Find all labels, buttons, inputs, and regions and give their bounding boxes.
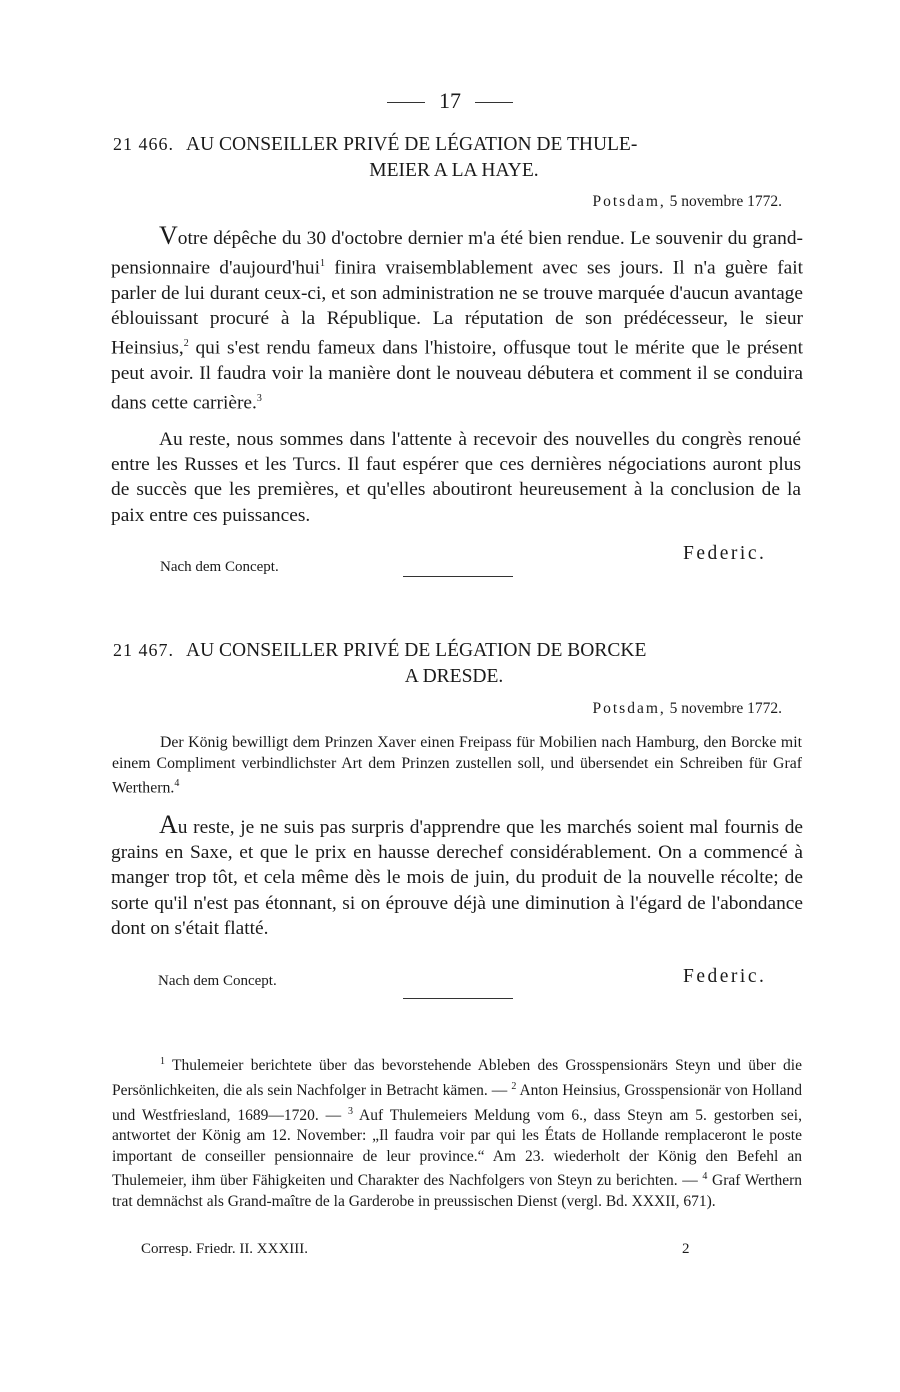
letter2-paragraph-1 <box>111 810 803 941</box>
footnote-ref-2: 2 <box>183 338 189 350</box>
footnote-text-1: Thulemeier berichtete über das bevorstehende Ableben des Grosspensionärs Steyn und über die Persönlichkeiten, die als sein Nachfolger in Betracht kämen. — <box>112 1057 802 1099</box>
letter1-title-line1: AU CONSEILLER PRIVÉ DE LÉGATION DE THULE- <box>186 134 638 155</box>
letter1-signature: Federic. <box>683 543 767 564</box>
letter1-source: Nach dem Concept. <box>160 559 279 575</box>
letter1-paragraph-1 <box>111 221 803 416</box>
letter1-p2-text: Au reste, nous sommes dans l'attente à recevoir des nouvelles du congrès renoué entre les Russes et les Turcs. Il faut espérer que ces dernières négociations auront plus de succès que les premières, et qu'elles aboutiront heureusement à la conclusion de la paix entre ces puissances. <box>111 429 801 526</box>
letter2-place: Potsdam, <box>592 700 666 717</box>
letter2-heading <box>113 637 795 690</box>
letter1-number: 21 466. <box>113 134 174 154</box>
letter1-initial: V <box>159 221 178 250</box>
footnote-marker-2: 2 <box>511 1080 517 1092</box>
letter1-dateline <box>592 193 782 211</box>
letter2-summary-text: Der König bewilligt dem Prinzen Xaver einen Freipass für Mobilien nach Hamburg, den Borcke mit einem Compliment verbindlichster Art dem Prinzen zustellen soll, und übersendet ein Schreiben für Graf Werthern. <box>112 734 802 797</box>
letter1-p1-part-b: finira vraisemblablement avec ses jours. Il n'a guère fait parler de lui durant ceux-ci, et son administration ne se trouve marquée d'aucun avantage éblouissant procuré à la République. La réputation de son prédécesseur, le sieur Heinsius, <box>111 257 803 359</box>
letter2-separator <box>403 998 513 999</box>
letter2-summary <box>112 733 802 799</box>
letter2-source: Nach dem Concept. <box>158 973 277 989</box>
footnote-text-2: Anton Heinsius, Grosspensionär von Holland und Westfriesland, 1689—1720. — <box>112 1081 802 1124</box>
letter1-paragraph-2 <box>111 427 801 528</box>
letter1-separator <box>403 576 513 577</box>
footnote-text-3: Auf Thulemeiers Meldung vom 6., dass Steyn am 5. gestorben sei, antwortet der König am 12. November: „Il faudra voir par qui les États de Hollande remplaceront le poste important de conseiller pensionnaire de leur province.“ Am 23. wiederholt der König den Befehl an Thulemeier, ihm über Fähigkeiten und Charakter des Nachfolgers von Steyn zu berichten. — <box>112 1106 802 1190</box>
letter1-date: 5 novembre 1772. <box>669 193 782 210</box>
letter1-p1-part-c: qui s'est rendu fameux dans l'histoire, offusque tout le mérite que le présent peut avoir. Il faudra voir la manière dont le nouveau débutera et comment il se conduira dans cette carrière. <box>111 337 803 414</box>
letter2-signature: Federic. <box>683 966 767 987</box>
letter2-title-line1: AU CONSEILLER PRIVÉ DE LÉGATION DE BORCKE <box>186 640 647 661</box>
letter2-initial: A <box>159 810 178 839</box>
footnotes <box>112 1052 802 1213</box>
footnote-ref-1: 1 <box>320 258 325 270</box>
letter2-p1-text: u reste, je ne suis pas surpris d'apprendre que les marchés soient mal fournis de grains en Saxe, et que le prix en hausse derechef considérablement. On a commencé à manger trop tôt, et cela même dès le mois de juin, du produit de la nouvelle récolte; de sorte qu'il n'est pas étonnant, si on éprouve déjà une diminution à l'égard de l'abondance dont on s'était flatté. <box>111 817 803 939</box>
letter1-title-line2: MEIER A LA HAYE. <box>369 160 539 181</box>
footnote-marker-4: 4 <box>702 1171 708 1183</box>
letter2-dateline <box>592 700 782 718</box>
footer-signature-mark: Corresp. Friedr. II. XXXIII. <box>141 1241 309 1257</box>
letter1-heading <box>113 131 795 184</box>
letter2-title-line2: A DRESDE. <box>404 666 504 687</box>
letter1-place: Potsdam, <box>592 193 666 210</box>
letter2-date: 5 novembre 1772. <box>669 700 782 717</box>
page-number <box>0 88 900 114</box>
footnote-ref-3: 3 <box>256 393 262 405</box>
footnote-marker-1: 1 <box>160 1056 165 1067</box>
letter2-number: 21 467. <box>113 640 174 660</box>
footnote-text-4: Graf Werthern trat demnächst als Grand-maître de la Garderobe in preussischen Dienst (vergl. Bd. XXXII, 671). <box>112 1172 802 1211</box>
footnote-marker-3: 3 <box>348 1105 354 1117</box>
letter1-p1-part-a: otre dépêche du 30 d'octobre dernier m'a été bien rendue. Le souvenir du grand-pensionnaire d'aujourd'hui <box>111 228 803 279</box>
page-number-text: 17 <box>439 88 461 113</box>
footer-sheet-number: 2 <box>682 1241 690 1257</box>
page-number-rule-right <box>475 102 513 103</box>
footnote-ref-4: 4 <box>174 778 180 789</box>
page-number-rule-left <box>387 102 425 103</box>
